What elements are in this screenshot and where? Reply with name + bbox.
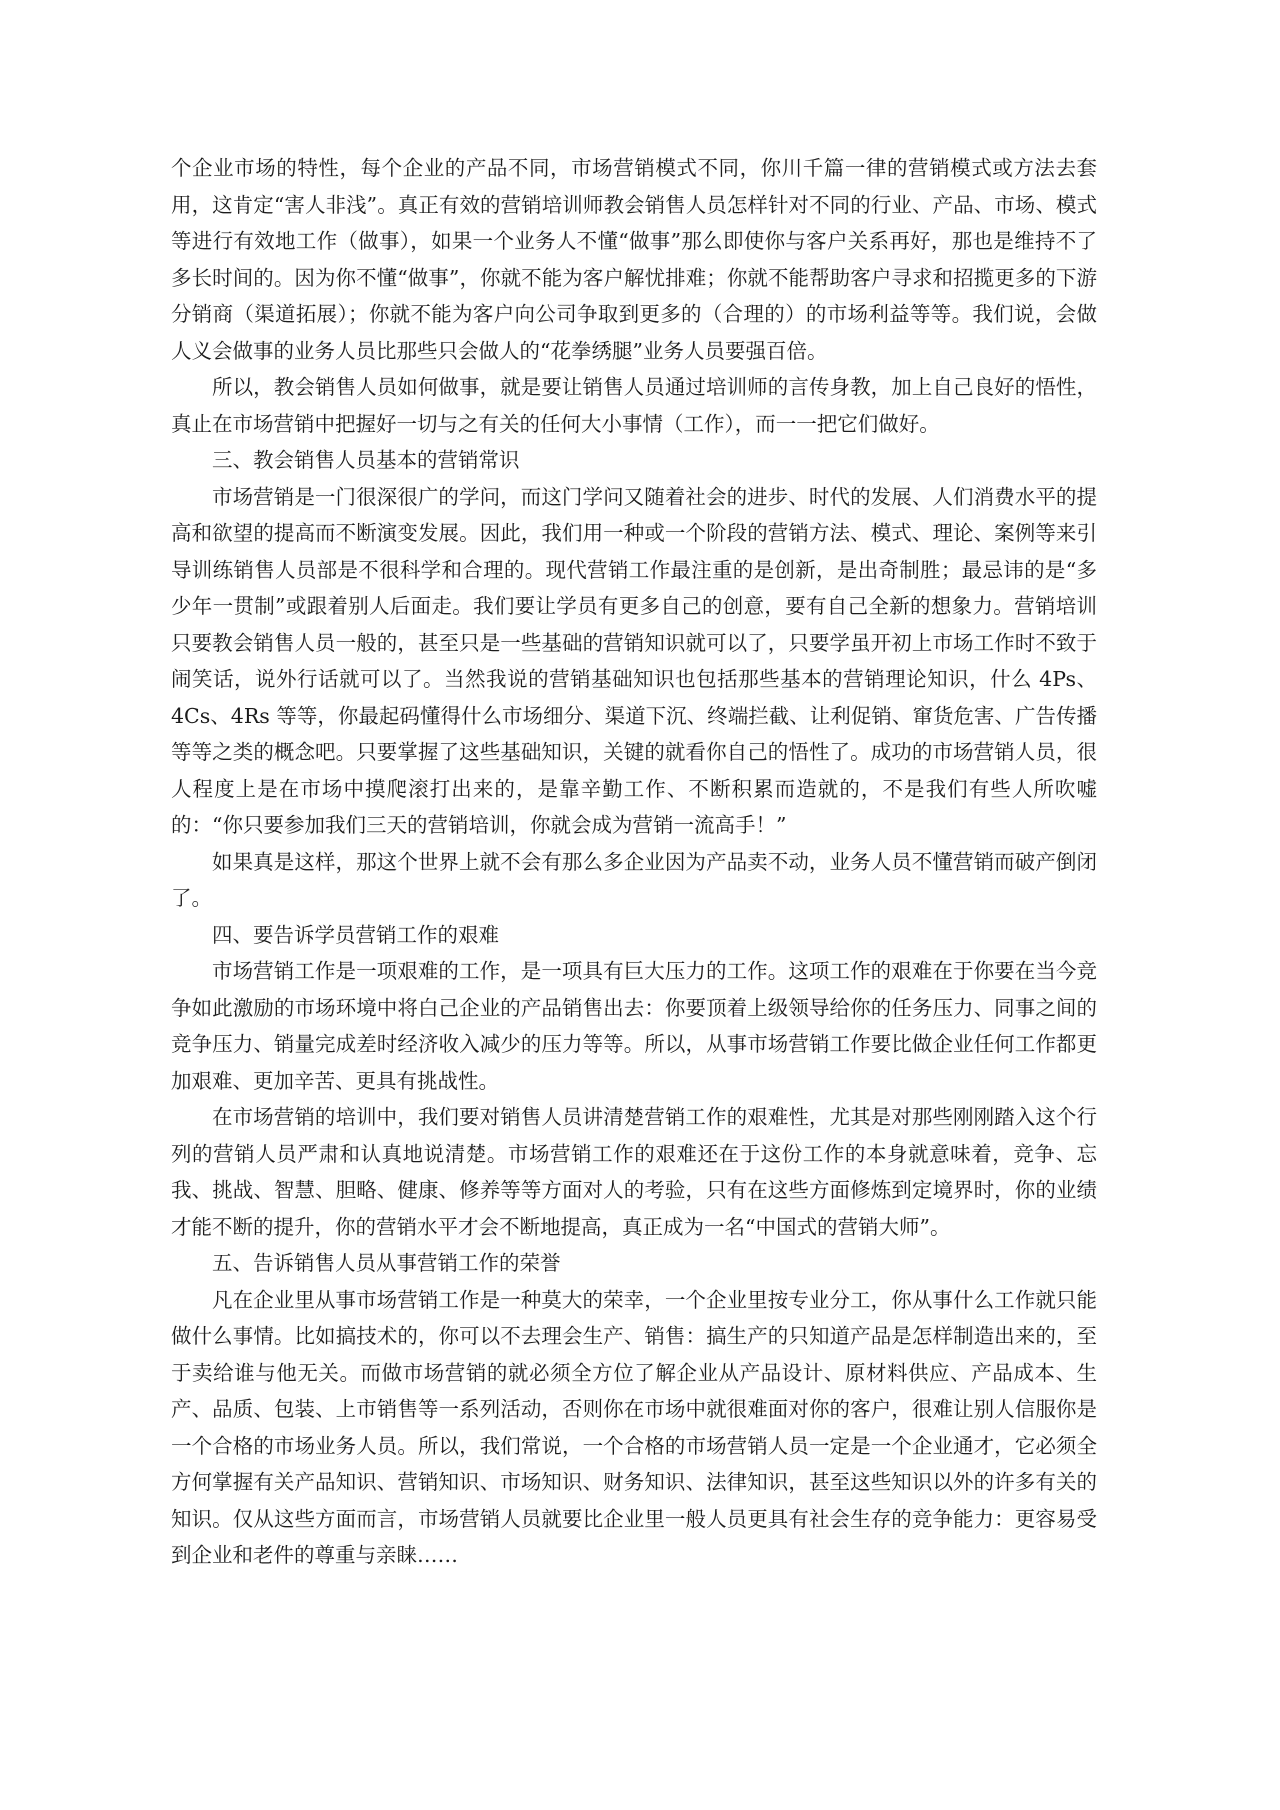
paragraph: 市场营销是一门很深很广的学问，而这门学问又随着社会的进步、时代的发展、人们消费水平的提高和欲望的提高而不断演变发展。因此，我们用一种或一个阶段的营销方法、模式、理论、案例等来引导训练销售人员部是不很科学和合理的。现代营销工作最注重的是创新，是出奇制胜；最忌讳的是“多少年一贯制”或跟着别人后面走。我们要让学员有更多自己的创意，要有自己全新的想象力。营销培训只要教会销售人员一般的，甚至只是一些基础的营销知识就可以了，只要学虽开初上市场工作时不致于闹笑话，说外行话就可以了。当然我说的营销基础知识也包括那些基本的营销理论知识，什么 4Ps、4Cs、4Rs 等等，你最起码懂得什么市场细分、渠道下沉、终端拦截、让利促销、窜货危害、广告传播等等之类的概念吧。只要掌握了这些基础知识，关键的就看你自己的悟性了。成功的市场营销人员，很人程度上是在市场中摸爬滚打出来的，是靠辛勤工作、不断积累而造就的，不是我们有些人所吹嘘的：“你只要参加我们三天的营销培训，你就会成为营销一流高手！” (171, 484, 1097, 837)
section-heading-3: 三、教会销售人员基本的营销常识 (212, 448, 520, 472)
paragraph: 所以，教会销售人员如何做事，就是要让销售人员通过培训师的言传身教，加上自己良好的悟性，真止在市场营销中把握好一切与之有关的任何大小事情（工作），而一一把它们做好。 (171, 375, 1097, 436)
paragraph: 凡在企业里从事市场营销工作是一种莫大的荣幸，一个企业里按专业分工，你从事什么工作就只能做什么事情。比如搞技术的，你可以不去理会生产、销售：搞生产的只知道产品是怎样制造出来的，至于卖给谁与他无关。而做市场营销的就必须全方位了解企业从产品设计、原材料供应、产品成本、生产、品质、包装、上市销售等一系列活动，否则你在市场中就很难面对你的客户，很难让别人信服你是一个合格的市场业务人员。所以，我们常说，一个合格的市场营销人员一定是一个企业通才，它必须全方何掌握有关产品知识、营销知识、市场知识、财务知识、法律知识，甚至这些知识以外的许多有关的知识。仅从这些方面而言，市场营销人员就要比企业里一般人员更具有社会生存的竞争能力：更容易受到企业和老件的尊重与亲睐…… (171, 1287, 1097, 1567)
document-page (171, 150, 1097, 1574)
paragraph: 市场营销工作是一项艰难的工作，是一项具有巨大压力的工作。这项工作的艰难在于你要在当今竞争如此激励的市场环境中将白己企业的产品销售出去：你要顶着上级领导给你的任务压力、同事之间的竞争压力、销量完成差时经济收入减少的压力等等。所以，从事市场营销工作要比做企业任何工作都更加艰难、更加辛苦、更具有挑战性。 (171, 959, 1097, 1093)
section-heading-4: 四、要告诉学员营销工作的艰难 (212, 922, 499, 947)
paragraph-continued: 个企业市场的特性，每个企业的产品不同，市场营销模式不同，你川千篇一律的营销模式或方法去套用，这肯定“害人非浅”。真正有效的营销培训师教会销售人员怎样针对不同的行业、产品、市场、模式等进行有效地工作（做事），如果一个业务人不懂“做事”那么即使你与客户关系再好，那也是维持不了多长时间的。因为你不懂“做事”，你就不能为客户解忧排难；你就不能帮助客户寻求和招揽更多的下游分销商（渠道拓展）；你就不能为客户向公司争取到更多的（合理的）的市场利益等等。我们说，会做人义会做事的业务人员比那些只会做人的“花拳绣腿”业务人员要强百倍。 (171, 156, 1097, 363)
section-heading-5: 五、告诉销售人员从事营销工作的荣誉 (212, 1251, 561, 1275)
paragraph: 如果真是这样，那这个世界上就不会有那么多企业因为产品卖不动，业务人员不懂营销而破产倒闭了。 (171, 849, 1097, 910)
paragraph: 在市场营销的培训中，我们要对销售人员讲清楚营销工作的艰难性，尤其是对那些刚刚踏入这个行列的营销人员严肃和认真地说清楚。市场营销工作的艰难还在于这份工作的本身就意味着，竞争、忘我、挑战、智慧、胆略、健康、修养等等方面对人的考验，只有在这些方面修炼到定境界时，你的业绩才能不断的提升，你的营销水平才会不断地提高，真正成为一名“中国式的营销大师”。 (171, 1105, 1097, 1239)
